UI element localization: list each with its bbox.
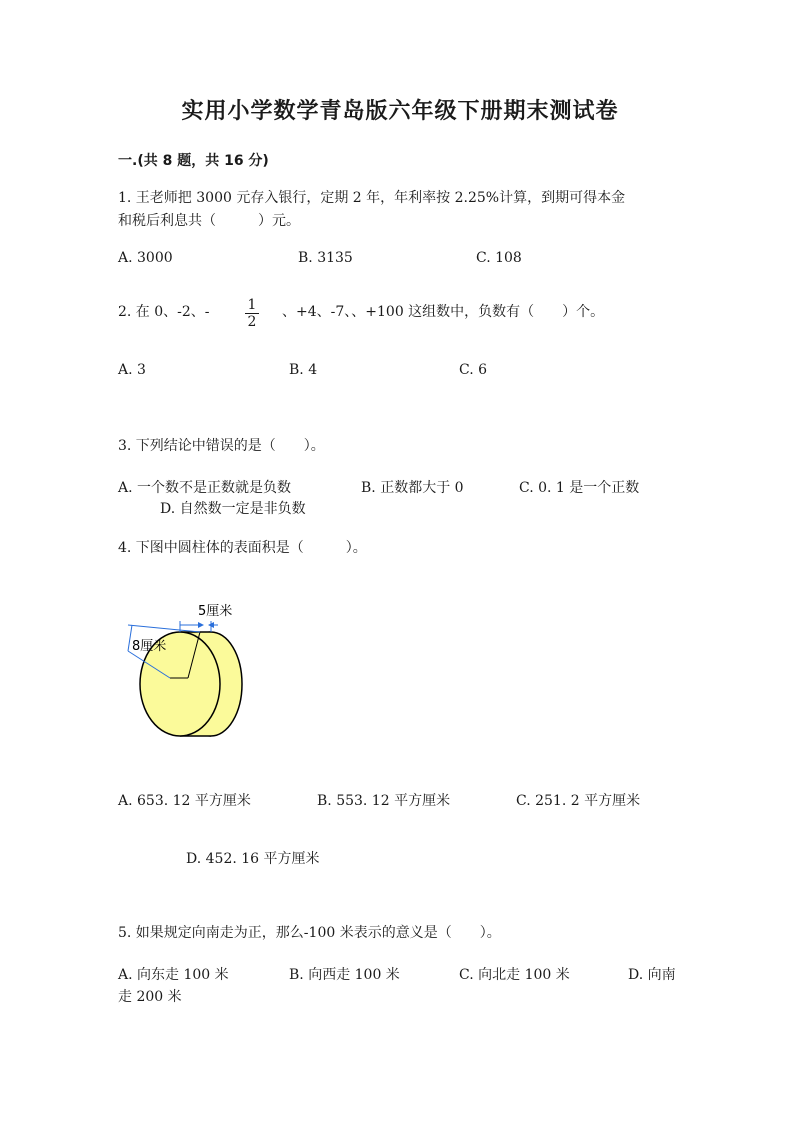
question-5-option-c: C. 向北走 100 米 (459, 967, 570, 983)
question-3-text: 3. 下列结论中错误的是（ ）。 (118, 438, 325, 454)
question-3-option-d: D. 自然数一定是非负数 (160, 501, 306, 517)
question-5-option-d-continuation: 走 200 米 (118, 989, 182, 1005)
question-3-option-a: A. 一个数不是正数就是负数 (118, 480, 292, 496)
question-5-text: 5. 如果规定向南走为正，那么-100 米表示的意义是（ ）。 (118, 925, 501, 941)
page-title: 实用小学数学青岛版六年级下册期末测试卷 (181, 99, 619, 124)
question-2-option-c: C. 6 (459, 362, 488, 378)
question-2-text-before: 2. 在 0、-2、- (118, 304, 210, 320)
section-heading: 一.(共 8 题，共 16 分) (118, 153, 269, 169)
question-2-option-b: B. 4 (289, 362, 318, 378)
cylinder-figure (118, 595, 258, 745)
question-2-fraction (244, 297, 260, 330)
radius-extension-top (128, 625, 200, 632)
question-1-line-1: 1. 王老师把 3000 元存入银行，定期 2 年，年利率按 2.25%计算，到期可得本金 (118, 190, 626, 206)
question-5-option-a: A. 向东走 100 米 (118, 967, 229, 983)
question-3-option-c: C. 0. 1 是一个正数 (519, 480, 640, 496)
question-4-option-d: D. 452. 16 平方厘米 (186, 851, 320, 867)
question-3-option-b: B. 正数都大于 0 (361, 480, 464, 496)
question-2-text-after: 、+4、-7、、+100 这组数中，负数有（ ）个。 (282, 304, 605, 320)
question-1-option-b: B. 3135 (298, 250, 353, 266)
question-2-option-a: A. 3 (118, 362, 146, 378)
question-4-text: 4. 下图中圆柱体的表面积是（ ）。 (118, 540, 367, 556)
question-1-line-2: 和税后利息共（ ）元。 (118, 213, 300, 229)
question-4-option-a: A. 653. 12 平方厘米 (118, 793, 251, 809)
radius-label: 8厘米 (132, 639, 167, 654)
fraction-denominator: 2 (247, 314, 257, 330)
height-label: 5厘米 (198, 604, 233, 619)
question-1-option-a: A. 3000 (118, 250, 173, 266)
height-arrowhead-left (198, 622, 204, 628)
question-4-option-b: B. 553. 12 平方厘米 (317, 793, 451, 809)
question-4-option-c: C. 251. 2 平方厘米 (516, 793, 641, 809)
question-5-option-d: D. 向南 (628, 967, 676, 983)
question-1-option-c: C. 108 (476, 250, 522, 266)
fraction-numerator: 1 (247, 297, 257, 313)
question-5-option-b: B. 向西走 100 米 (289, 967, 400, 983)
